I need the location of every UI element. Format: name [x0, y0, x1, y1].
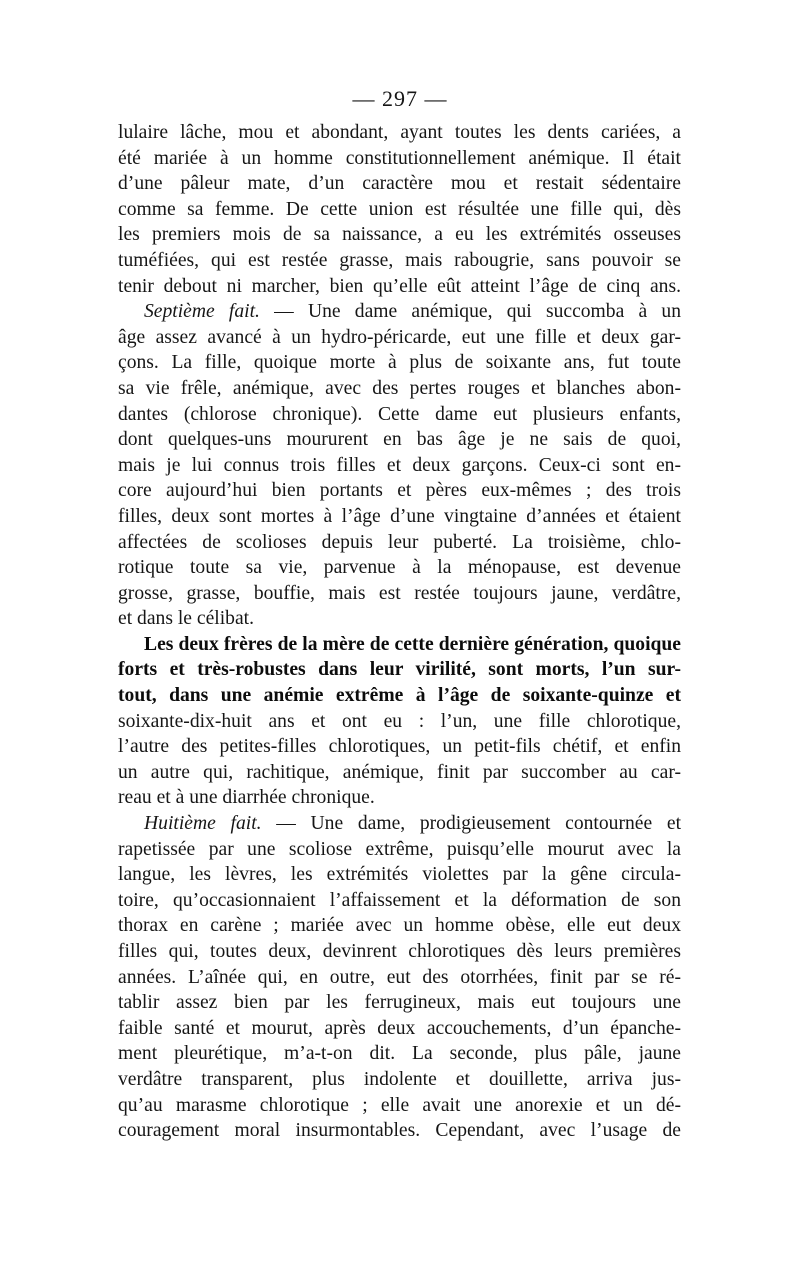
- paragraph-start-line: [118, 811, 681, 837]
- text-line: reau et à une diarrhée chronique.: [118, 787, 375, 809]
- text-run: — Une dame anémique, qui succomba à un: [259, 301, 681, 323]
- text-line: lulaire lâche, mou et abondant, ayant toutes les dents cariées, a: [118, 122, 681, 143]
- text-line: rapetissée par une scoliose extrême, puisqu’elle mourut avec la: [118, 838, 681, 860]
- text-line: dantes (chlorose chronique). Cette dame eut plusieurs enfants,: [118, 403, 681, 425]
- text-line: rotique toute sa vie, parvenue à la ménopause, est devenue: [118, 557, 681, 579]
- text-line: mais je lui connus trois filles et deux garçons. Ceux-ci sont en-: [118, 454, 681, 476]
- text-line: été mariée à un homme constitutionnellement anémique. Il était: [118, 147, 681, 169]
- text-line: dont quelques-uns moururent en bas âge je ne sais de quoi,: [118, 429, 681, 451]
- page-number: — 297 —: [352, 86, 448, 111]
- text-run: — Une dame, prodigieusement contournée et: [261, 813, 681, 835]
- text-line: tablir assez bien par les ferrugineux, mais eut toujours une: [118, 992, 681, 1014]
- text-line: sa vie frêle, anémique, avec des pertes rouges et blanches abon-: [118, 377, 681, 399]
- text-line: çons. La fille, quoique morte à plus de soixante ans, fut toute: [118, 352, 681, 374]
- text-line: couragement moral insurmontables. Cependant, avec l’usage de: [118, 1120, 681, 1142]
- text-line: et dans le célibat.: [118, 608, 255, 630]
- text-line: tuméfiées, qui est restée grasse, mais rabougrie, sans pouvoir se: [118, 249, 681, 271]
- text-line: thorax en carène ; mariée avec un homme obèse, elle eut deux: [118, 915, 681, 937]
- case-heading-septieme: Septième fait.: [144, 301, 260, 323]
- text-line: tout, dans une anémie extrême à l’âge de soixante-quinze et: [118, 685, 681, 707]
- text-line: toire, qu’occasionnaient l’affaissement et la déformation de son: [118, 889, 681, 911]
- text-line: âge assez avancé à un hydro-péricarde, eut une fille et deux gar-: [118, 326, 681, 348]
- text-line: filles, deux sont mortes à l’âge d’une vingtaine d’années et étaient: [118, 505, 681, 527]
- text-line: verdâtre transparent, plus indolente et douillette, arriva jus-: [118, 1068, 681, 1090]
- text-line: ment pleurétique, m’a-t-on dit. La seconde, plus pâle, jaune: [118, 1043, 681, 1065]
- text-line: soixante-dix-huit ans et ont eu : l’un, une fille chlorotique,: [118, 710, 681, 732]
- paragraph-start-line: Les deux frères de la mère de cette dernière génération, quoique: [144, 633, 681, 655]
- text-line: core aujourd’hui bien portants et pères eux-mêmes ; des trois: [118, 480, 681, 502]
- text-line: l’autre des petites-filles chlorotiques, un petit-fils chétif, et enfin: [118, 736, 681, 758]
- text-line: forts et très-robustes dans leur virilité, sont morts, l’un sur-: [118, 659, 681, 681]
- text-line: langue, les lèvres, les extrémités violettes par la gêne circula-: [118, 864, 681, 886]
- text-line: tenir debout ni marcher, bien qu’elle eût atteint l’âge de cinq ans.: [118, 275, 681, 297]
- case-heading-huitieme: Huitième fait.: [144, 813, 262, 835]
- text-line: grosse, grasse, bouffie, mais est restée toujours jaune, verdâtre,: [118, 582, 681, 604]
- text-line: comme sa femme. De cette union est résultée une fille qui, dès: [118, 198, 681, 220]
- text-line: années. L’aînée qui, en outre, eut des otorrhées, finit par se ré-: [118, 966, 681, 988]
- text-line: un autre qui, rachitique, anémique, finit par succomber au car-: [118, 761, 681, 783]
- text-line: filles qui, toutes deux, devinrent chlorotiques dès leurs premières: [118, 941, 681, 962]
- body-text: [118, 120, 681, 1144]
- text-line: affectées de scolioses depuis leur puberté. La troisième, chlo-: [118, 531, 681, 553]
- paragraph-start-line: [118, 299, 681, 325]
- text-line: faible santé et mourut, après deux accouchements, d’un épanche-: [118, 1017, 681, 1039]
- text-line: les premiers mois de sa naissance, a eu les extrémités osseuses: [118, 224, 681, 246]
- text-line: d’une pâleur mate, d’un caractère mou et restait sédentaire: [118, 173, 681, 195]
- text-line: qu’au marasme chlorotique ; elle avait une anorexie et un dé-: [118, 1094, 681, 1116]
